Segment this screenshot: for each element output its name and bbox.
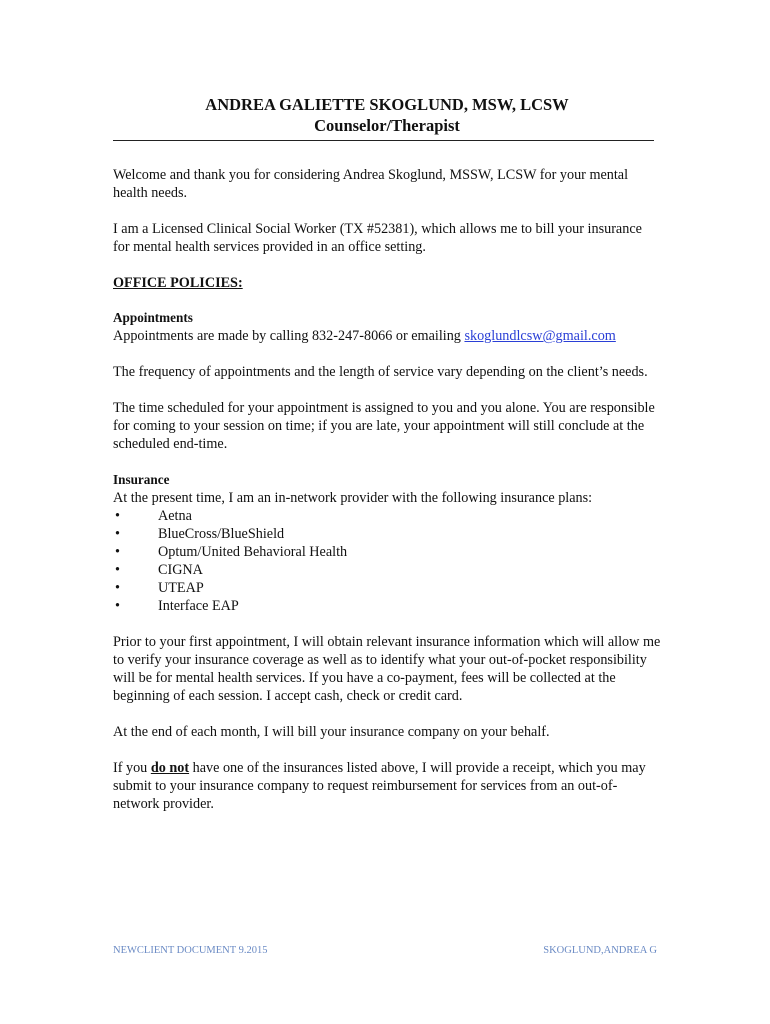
appointments-heading: Appointments [113,310,193,325]
insurance-intro: At the present time, I am an in-network provider with the following insurance plans: [113,490,593,506]
list-item: • Optum/United Behavioral Health [115,544,348,560]
billing-paragraph: At the end of each month, I will bill your insurance company on your behalf. [113,724,550,740]
document-body [113,94,661,813]
welcome-paragraph: Welcome and thank you for considering Andrea Skoglund, MSSW, LCSW for your mental health needs. [113,167,629,201]
license-paragraph: I am a Licensed Clinical Social Worker (TX #52381), which allows me to bill your insurance for mental health services provided in an office setting. [113,221,642,255]
bullet: • [115,562,120,578]
list-item: • BlueCross/BlueShield [115,526,285,542]
list-item: • CIGNA [115,562,203,578]
bullet: • [115,598,120,614]
document-header [113,94,661,136]
out-of-network-paragraph: If you do not have one of the insurances listed above, I will provide a receipt, which you may submit to your insurance company to request reimbursement for services from an out-of-network provider. [113,760,646,812]
author-title: Counselor/Therapist [314,116,460,135]
insurance-heading: Insurance [113,472,170,487]
email-link[interactable]: skoglundlcsw@gmail.com [464,328,616,344]
insurance-plan-list [113,507,661,615]
footer-document-id: NEWCLIENT DOCUMENT 9.2015 [113,945,268,956]
bullet: • [115,580,120,596]
author-name: ANDREA GALIETTE SKOGLUND, MSW, LCSW [205,95,569,114]
bullet: • [115,526,120,542]
office-policies-heading: OFFICE POLICIES: [113,275,243,291]
footer-author: SKOGLUND,ANDREA G [543,945,657,956]
bullet: • [115,508,120,524]
list-item: • Aetna [115,508,192,524]
header-divider [113,140,654,141]
appointments-contact: Appointments are made by calling 832-247-8066 or emailing skoglundlcsw@gmail.com [113,328,616,344]
do-not-emphasis: do not [150,760,190,776]
prior-appointment-paragraph: Prior to your first appointment, I will obtain relevant insurance information which will allow me to verify your insurance coverage as well as to identify what your out-of-pocket responsibility will be for mental health services. If you have a co-payment, fees will be collected at the beginning of each session. I accept cash, check or credit card. [113,634,661,704]
list-item: • UTEAP [115,580,204,596]
bullet: • [115,544,120,560]
schedule-paragraph: The time scheduled for your appointment is assigned to you and you alone. You are responsible for coming to your session on time; if you are late, your appointment will still conclude at the scheduled end-time. [113,400,655,452]
frequency-paragraph: The frequency of appointments and the length of service vary depending on the client’s needs. [113,364,648,380]
list-item: • Interface EAP [115,598,239,614]
